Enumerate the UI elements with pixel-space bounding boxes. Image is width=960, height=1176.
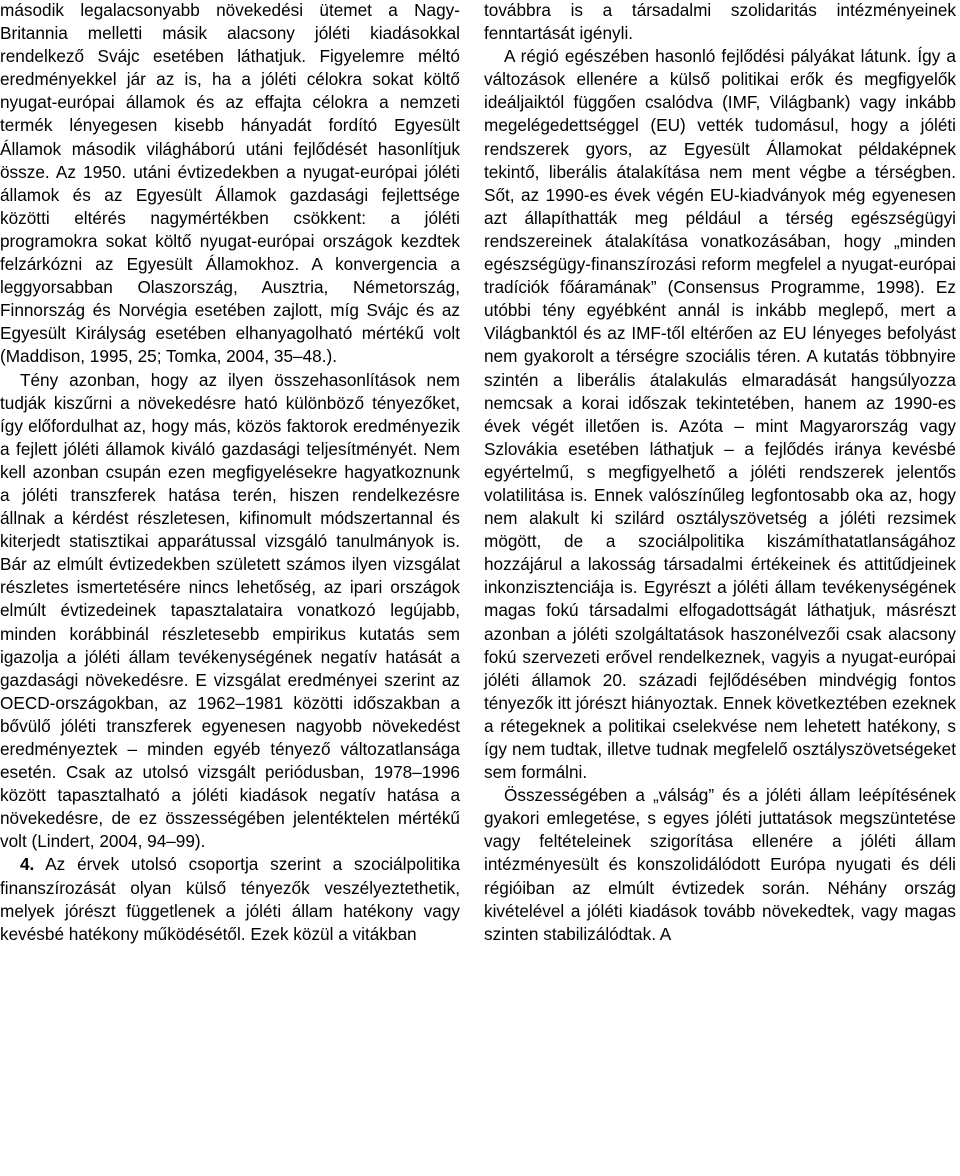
paragraph-text: Az érvek utolsó csoportja szerint a szociálpolitika finanszírozását olyan külső tényezők veszélyeztethetik, melyek jórészt függetlenek a jóléti állam hatékony vagy kevésbé hatékony működésétől. Ezek közül a vitákban <box>0 854 460 944</box>
left-column <box>0 0 460 946</box>
paragraph: Összességében a „válság” és a jóléti állam leépítésének gyakori emlegetése, s egyes jóléti juttatások megszüntetése vagy feltételeinek szigorítása ellenére a jóléti állam intézményesült és konszolidálódott Európa nyugati és déli régióiban az elmúlt évtizedek során. Néhány ország kivételével a jóléti kiadások tovább növekedtek, vagy magas szinten stabilizálódtak. A <box>484 785 956 944</box>
paragraph: második legalacsonyabb növekedési ütemet a Nagy-Britannia melletti másik alacsony jóléti kiadásokkal rendelkező Svájc esetében láthatjuk. Figyelemre méltó eredményekkel jár az is, ha a jóléti célokra sokat költő nyugat-európai államok és az effajta célokra a nemzeti termék lényegesen kisebb hányadát fordító Egyesült Államok második világháború utáni fejlődését hasonlítjuk össze. Az 1950. utáni évtizedekben a nyugat-európai jóléti államok és az Egyesült Államok gazdasági fejlettsége közötti eltérés nagymértékben csökkent: a jóléti programokra sokat költő nyugat-európai országok kezdtek felzárkózni az Egyesült Államokhoz. A konvergencia a leggyorsabban Olaszország, Ausztria, Németország, Finnország és Norvégia esetében zajlott, míg Svájc és az Egyesült Királyság esetében elhanyagolható mértékű volt (Maddison, 1995, 25; Tomka, 2004, 35–48.). <box>0 0 460 367</box>
paragraph: továbbra is a társadalmi szolidaritás intézményeinek fenntartását igényli. <box>484 0 956 44</box>
section-number: 4. <box>20 854 35 875</box>
paragraph: A régió egészében hasonló fejlődési pályákat látunk. Így a változások ellenére a külső politikai erők és megfigyelők ideáljaiktól függően csalódva (IMF, Világbank) vagy inkább megelégedettséggel (EU) vették tudomásul, hogy a jóléti rendszerek gyors, az Egyesült Államokat példaképnek tekintő, liberális átalakítása nem ment végbe a térségben. Sőt, az 1990-es évek végén EU-kiadványok még egyenesen azt állapíthatták meg például a térség egészségügyi rendszereinek átalakítása vonatkozásában, hogy „minden egészségügy-finanszírozási reform megfelel a nyugat-európai tradíciók főáramának” (Consensus Programme, 1998). Ez utóbbi tény egyébként annál is inkább meglepő, mert a Világbanktól és az IMF-től eltérően az EU lényeges befolyást nem gyakorolt a térségre szociális téren. A kutatás többnyire szintén a liberális átalakulás elmaradását hangsúlyozza nemcsak a korai időszak tekintetében, hanem az 1990-es évek végét illetően is. Azóta – mint Magyarország vagy Szlovákia esetében láthatjuk – a fejlődés iránya kevésbé egyértelmű, s megfigyelhető a jóléti rendszerek jelentős volatilitása is. Ennek valószínűleg legfontosabb oka az, hogy nem alakult ki szilárd osztályszövetség a jóléti rezsimek mögött, de a szociálpolitika kiszámíthatatlanságához hozzájárul a lakosság társadalmi értékeinek és attitűdjeinek inkonzisztenciája is. Egyrészt a jóléti állam tevékenységének magas fokú társadalmi elfogadottságát láthatjuk, másrészt azonban a jóléti szolgáltatások haszonélvezői csak alacsony fokú szervezeti erővel rendelkeznek, vagyis a nyugat-európai jóléti államok 20. századi fejlődésében mindvégig fontos tényezők itt jórészt hiányoztak. Ennek következtében ezeknek a rétegeknek a politikai cselekvése nem lehetett hatékony, s így nem tudtak, illetve tudnak megfelelő osztályszövetségeket sem formálni. <box>484 46 956 783</box>
paragraph <box>0 853 460 945</box>
paragraph: Tény azonban, hogy az ilyen összehasonlítások nem tudják kiszűrni a növekedésre ható különböző tényezőket, így előfordulhat az, hogy más, közös faktorok eredményezik a fejlett jóléti államok kiváló gazdasági teljesítményét. Nem kell azonban csupán ezen megfigyelésekre hagyatkoznunk a jóléti transzferek hatása terén, hiszen rendelkezésre állnak a kérdést részletesen, kifinomult módszertannal és kiterjedt statisztikai apparátussal vizsgáló tanulmányok is. Bár az elmúlt évtizedekben született számos ilyen vizsgálat részletes ismertetésére nincs lehetőség, az ipari országok elmúlt évtizedeinek tapasztalataira vonatkozó legújabb, minden korábbinál részletesebb empirikus kutatás sem igazolja a jóléti állam tevékenységének negatív hatását a gazdasági növekedésre. E vizsgálat eredményei szerint az OECD-országokban, az 1962–1981 közötti időszakban a bővülő jóléti transzferek egyenesen nagyobb növekedést eredményeztek – minden egyéb tényező változatlansága esetén. Csak az utolsó vizsgált periódusban, 1978–1996 között tapasztalható a jóléti kiadások negatív hatása a növekedésre, de ez összességében jelentéktelen mértékű volt (Lindert, 2004, 94–99). <box>0 369 460 852</box>
right-column <box>484 0 956 946</box>
